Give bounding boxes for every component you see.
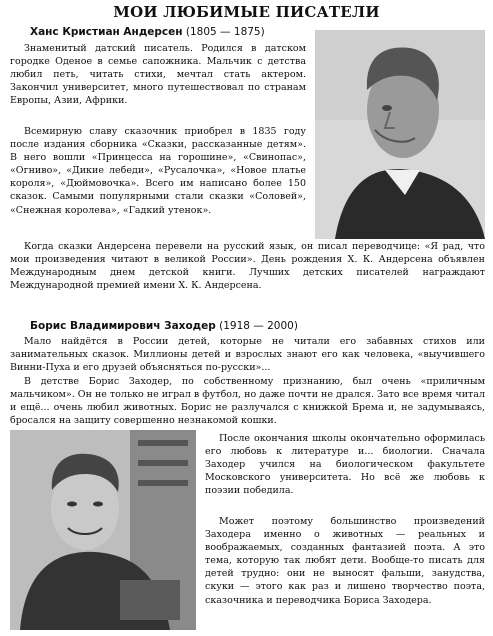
andersen-paragraph-2: Всемирную славу сказочник приобрел в 1835 году после издания сборника «Сказки, рассказанные детям». В него вошли «Принцесса на горошине», «Свинопас», «Огниво», «Дикие лебеди», «Русалочка», «Новое платье короля», «Дюймовочка». Всего им написано более 150 сказок. Самыми популярными стали сказки «Соловей», «Снежная королева», «Гадкий утенок». xyxy=(10,126,306,216)
andersen-years: (1805 — 1875) xyxy=(185,26,265,38)
andersen-name: Ханс Кристиан Андерсен xyxy=(30,26,183,38)
zakhoder-paragraph-1: Мало найдётся в России детей, которые не читали его забавных стихов или занимательных сказок. Миллионы детей и взрослых знают его как человека, «выучившего Винни-Пуха и его друзей объясняться по-русски»... xyxy=(10,336,485,374)
andersen-portrait xyxy=(315,30,485,239)
andersen-heading xyxy=(30,26,265,38)
zakhoder-paragraph-2: В детстве Борис Заходер, по собственному признанию, был очень «приличным мальчиком». Он не только не играл в футбол, но даже почти не дрался. Зато все время читал и ещё... очень любил животных. Борис не разлучался с книжкой Брема и, не задумываясь, бросался на защиту совершенно незнакомой кошки. xyxy=(10,376,485,427)
zakhoder-years: (1918 — 2000) xyxy=(219,320,298,332)
andersen-paragraph-3: Когда сказки Андерсена перевели на русский язык, он писал переводчице: «Я рад, что мои произведения читают в великой России». День рождения Х. К. Андерсена объявлен Международным днем детской книги. Лучших детских писателей награждают Международной премией имени Х. К. Андерсена. xyxy=(10,241,485,292)
page-title: МОИ ЛЮБИМЫЕ ПИСАТЕЛИ xyxy=(113,3,380,21)
andersen-paragraph-1: Знаменитый датский писатель. Родился в датском городке Оденое в семье сапожника. Мальчик с детства любил петь, читать стихи, мечтал стать актером. Закончил университет, много путешествовал по странам Европы, Азии, Африки. xyxy=(10,43,306,107)
zakhoder-paragraph-3: После окончания школы окончательно оформилась его любовь к литературе и... биологии. Сначала Заходер учился на биологическом факультете Московского университета. Но всё же любовь к поэзии победила. xyxy=(205,433,485,497)
zakhoder-heading xyxy=(30,320,298,332)
zakhoder-portrait xyxy=(10,430,196,630)
zakhoder-paragraph-4: Может поэтому большинство произведений Заходера именно о животных — реальных и воображаемых, созданных фантазией поэта. А это тема, которую так любят дети. Вообще-то писать для детей трудно: они не выносят фальши, занудства, скуки — этого как раз и лишено творчество поэта, сказочника и переводчика Бориса Заходера. xyxy=(205,516,485,606)
zakhoder-name: Борис Владимирович Заходер xyxy=(30,320,216,332)
